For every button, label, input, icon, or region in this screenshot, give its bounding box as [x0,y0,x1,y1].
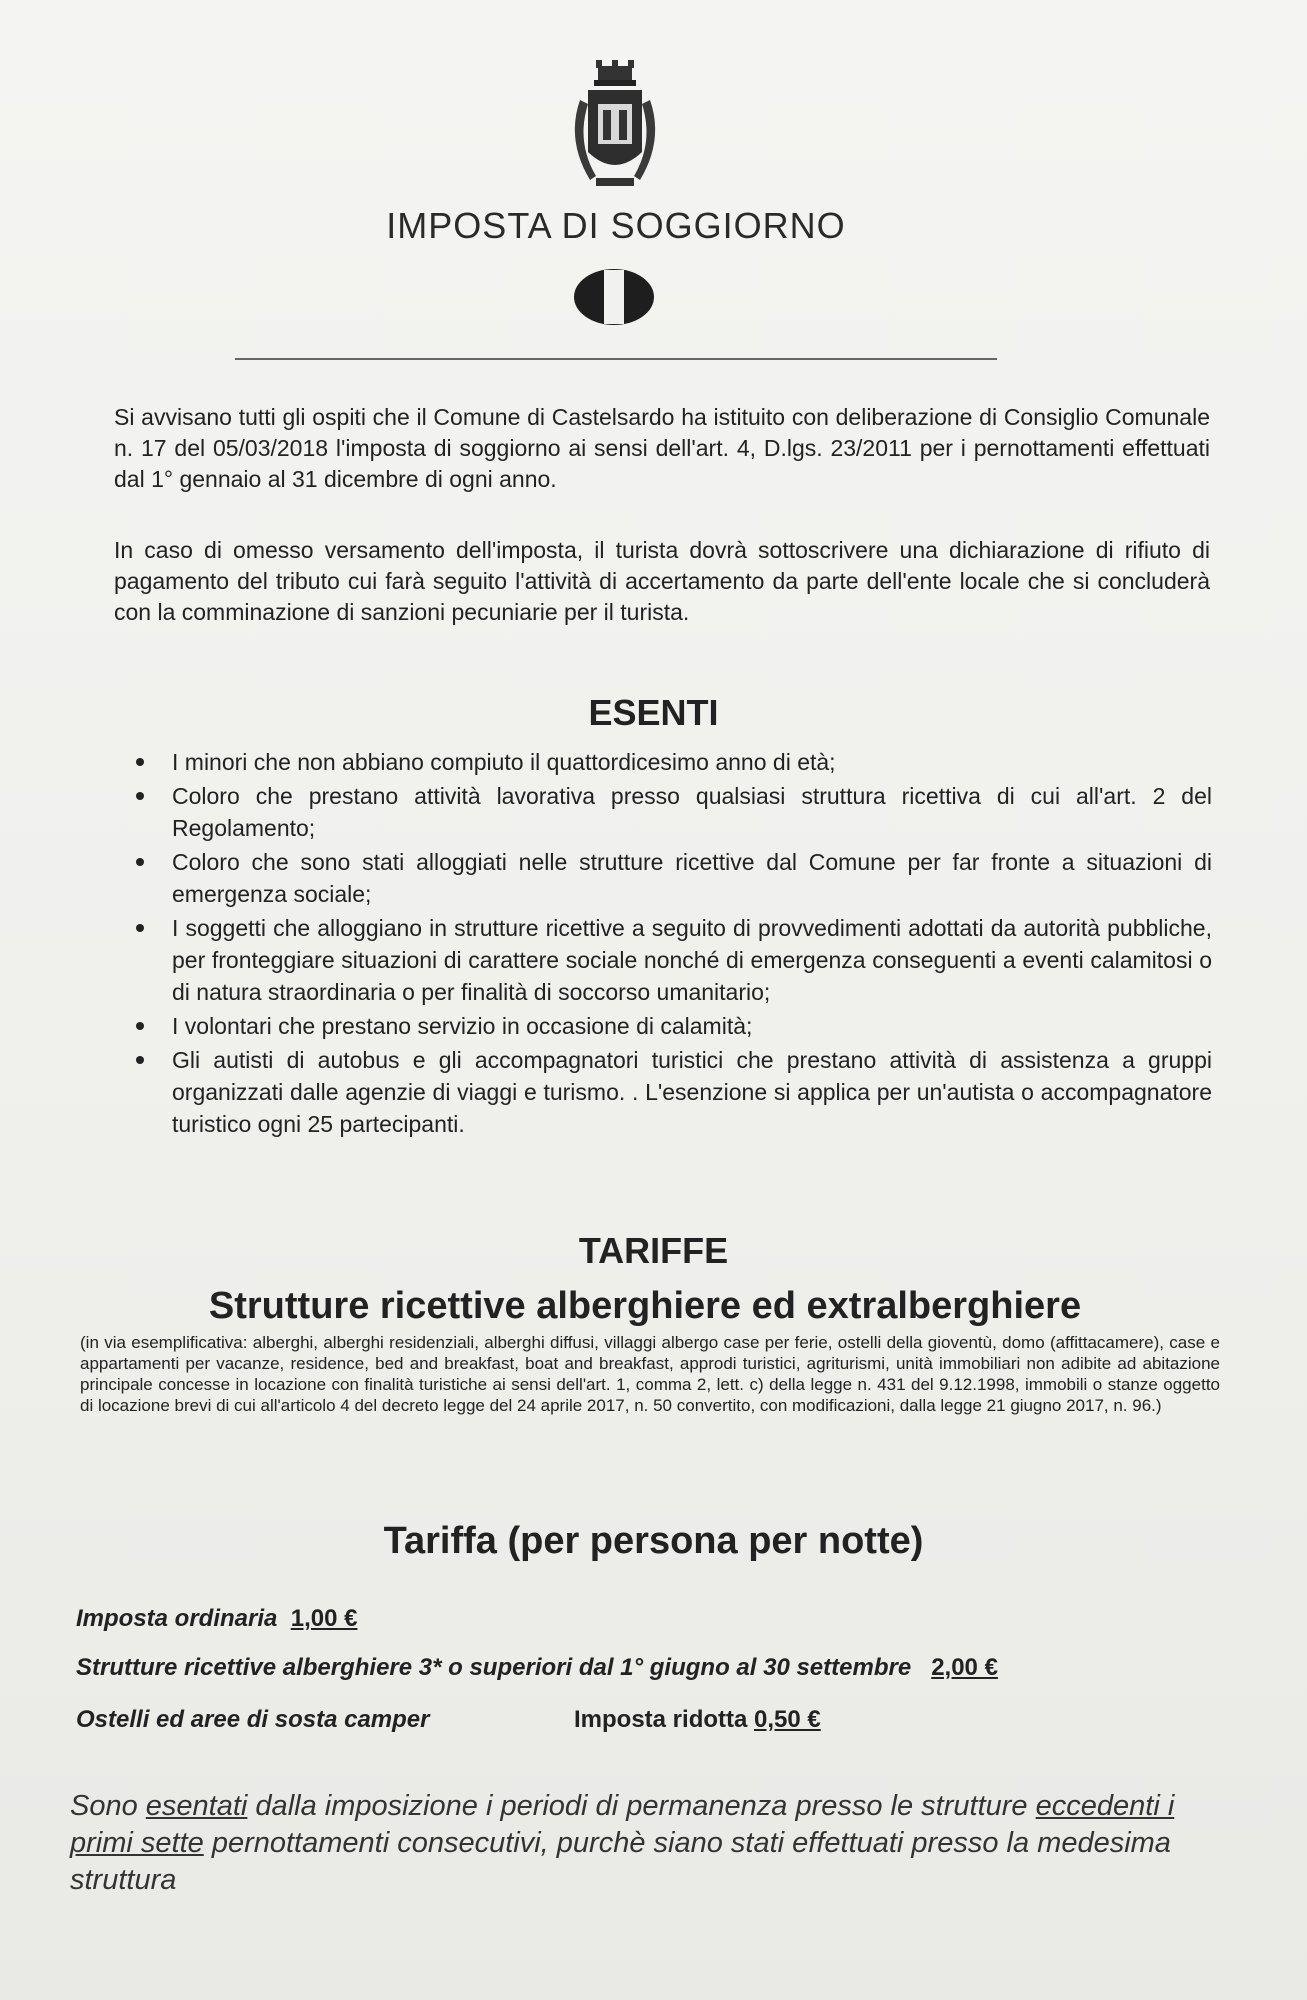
list-item: I volontari che prestano servizio in occasione di calamità; [132,1010,1212,1042]
list-item: Coloro che prestano attività lavorativa presso qualsiasi struttura ricettiva di cui all'art. 2 del Regolamento; [132,780,1212,844]
list-item: I soggetti che alloggiano in strutture ricettive a seguito di provvedimenti adottati da autorità pubbliche, per fronteggiare situazioni di carattere sociale nonché di emergenza conseguenti a eventi calamitosi o di natura straordinaria o per finalità di soccorso umanitario; [132,912,1212,1008]
rate-value: 1,00 € [290,1605,358,1632]
rate-label: Imposta ordinaria [76,1605,278,1632]
tariffe-heading: TARIFFE [578,1230,729,1271]
rate-label: Strutture ricettive alberghiere 3* o superiori dal 1° giugno al 30 settembre [76,1654,912,1681]
rate-hotel-high-season [76,1654,998,1682]
tariffa-heading: Tariffa (per persona per notte) [383,1520,924,1562]
esenti-heading: ESENTI [588,692,719,733]
rate-hostels-camper [76,1706,821,1734]
footnote-text: dalla imposizione i periodi di permanenza presso le strutture [247,1790,1036,1822]
penalty-paragraph: In caso di omesso versamento dell'imposta, il turista dovrà sottoscrivere una dichiarazione di rifiuto di pagamento del tributo cui farà seguito l'attività di accertamento da parte dell'ente locale che si concluderà con la comminazione di sanzioni pecuniarie per il turista. [114,537,1210,625]
intro-paragraph: Si avvisano tutti gli ospiti che il Comune di Castelsardo ha istituito con deliberazione di Consiglio Comunale n. 17 del 05/03/2018 l'imposta di soggiorno ai sensi dell'art. 4, D.lgs. 23/2011 per i pernottamenti effettuati dal 1° gennaio al 31 dicembre di ogni anno. [114,404,1210,492]
footnote-text: Sono [70,1790,146,1822]
oval-shield-icon [573,268,655,326]
strutture-examples-note: (in via esemplificativa: alberghi, alberghi residenziali, alberghi diffusi, villaggi albergo case per ferie, ostelli della gioventù, domo (affittacamere), case e appartamenti per vacanze, residence, bed and breakfast, boat and breakfast, approdi turistici, agriturismi, unità immobiliari non adibite ad abitazione principale concesse in locazione con finalità turistiche ai sensi dell'art. 1, comma 2, lett. c) della legge n. 431 del 9.12.1998, immobili o stanze oggetto di locazione brevi di cui all'articolo 4 del decreto legge del 24 aprile 2017, n. 50 convertito, con modificazioni, dalla legge 21 giugno 2017, n. 96.) [80,1333,1220,1415]
footnote-text: pernottamenti consecutivi, purchè siano stati effettuati presso la medesima struttura [70,1827,1171,1896]
rate-ordinary [76,1605,357,1633]
list-item: Coloro che sono stati alloggiati nelle strutture ricettive dal Comune per far fronte a situazioni di emergenza sociale; [132,846,1212,910]
rate-value: 2,00 € [931,1654,998,1681]
esenti-list [132,746,1212,1142]
footnote-underlined: eccedenti i primi sette [70,1790,1175,1859]
rate-label: Ostelli ed aree di sosta camper [76,1706,430,1733]
municipal-crest-icon [560,60,670,200]
document-title: IMPOSTA DI SOGGIORNO [386,205,846,246]
header-divider [235,358,997,360]
strutture-heading: Strutture ricettive alberghiere ed extralberghiere [208,1285,1082,1327]
exemption-footnote [70,1788,1230,1899]
rate-value: 0,50 € [754,1706,821,1733]
list-item: Gli autisti di autobus e gli accompagnatori turistici che prestano attività di assistenza a gruppi organizzati dalle agenzie di viaggi e turismo. . L'esenzione si applica per un'autista o accompagnatore turistico ogni 25 partecipanti. [132,1044,1212,1140]
footnote-underlined: esentati [145,1790,248,1822]
reduced-label: Imposta ridotta [574,1706,748,1733]
reduced-rate [574,1706,821,1734]
list-item: I minori che non abbiano compiuto il quattordicesimo anno di età; [132,746,1212,778]
